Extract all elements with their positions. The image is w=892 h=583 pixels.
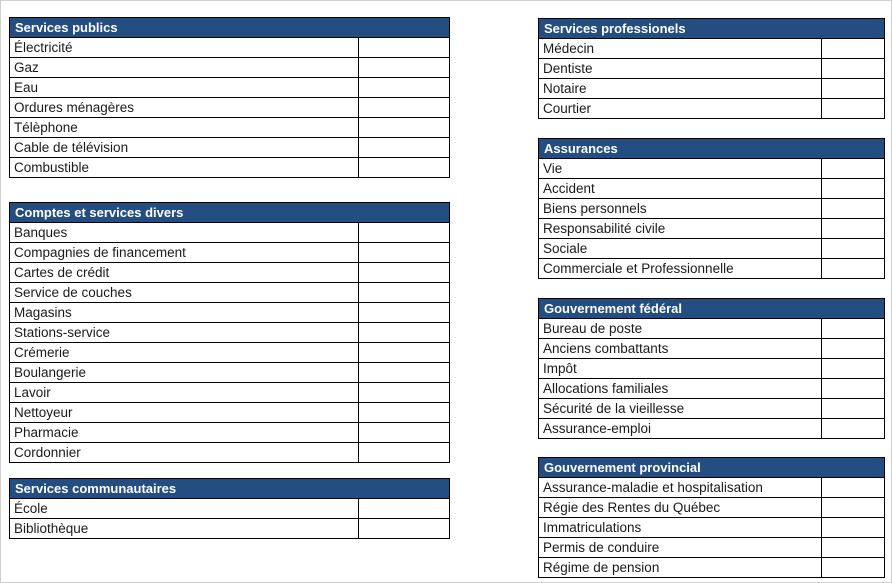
row-label: Télèphone xyxy=(10,118,359,138)
row-value-cell[interactable] xyxy=(359,519,450,539)
row-label: Eau xyxy=(10,78,359,98)
table-row xyxy=(10,158,450,178)
table-header-row xyxy=(10,479,450,499)
row-label: Immatriculations xyxy=(539,518,822,538)
table-row xyxy=(10,58,450,78)
table-gouvernement-provincial xyxy=(538,457,885,578)
row-value-cell[interactable] xyxy=(359,118,450,138)
row-label: Combustible xyxy=(10,158,359,178)
table-row xyxy=(10,423,450,443)
row-label: Assurance-maladie et hospitalisation xyxy=(539,478,822,498)
row-label: Allocations familiales xyxy=(539,379,822,399)
row-value-cell[interactable] xyxy=(822,538,885,558)
row-label: Sécurité de la vieillesse xyxy=(539,399,822,419)
row-value-cell[interactable] xyxy=(359,138,450,158)
row-label: Ordures ménagères xyxy=(10,98,359,118)
table-row xyxy=(539,478,885,498)
table-title: Services professionels xyxy=(539,19,885,39)
row-value-cell[interactable] xyxy=(822,518,885,538)
table-title: Services communautaires xyxy=(10,479,450,499)
row-label: Bibliothèque xyxy=(10,519,359,539)
row-value-cell[interactable] xyxy=(822,319,885,339)
row-value-cell[interactable] xyxy=(359,283,450,303)
row-label: Cable de télévision xyxy=(10,138,359,158)
table-header-row xyxy=(539,139,885,159)
row-value-cell[interactable] xyxy=(359,423,450,443)
table-title: Gouvernement provincial xyxy=(539,458,885,478)
table-row xyxy=(539,359,885,379)
row-value-cell[interactable] xyxy=(822,199,885,219)
table-services-professionels xyxy=(538,18,885,119)
table-row xyxy=(10,78,450,98)
table-row xyxy=(539,379,885,399)
table-row xyxy=(10,383,450,403)
row-value-cell[interactable] xyxy=(359,158,450,178)
row-value-cell[interactable] xyxy=(822,159,885,179)
table-row xyxy=(10,118,450,138)
row-label: Courtier xyxy=(539,99,822,119)
row-label: Commerciale et Professionnelle xyxy=(539,259,822,279)
row-value-cell[interactable] xyxy=(822,39,885,59)
row-label: Vie xyxy=(539,159,822,179)
row-label: Assurance-emploi xyxy=(539,419,822,439)
row-value-cell[interactable] xyxy=(359,303,450,323)
table-assurances xyxy=(538,138,885,279)
row-value-cell[interactable] xyxy=(359,263,450,283)
row-value-cell[interactable] xyxy=(822,399,885,419)
table-row xyxy=(10,443,450,463)
table-row xyxy=(539,498,885,518)
row-value-cell[interactable] xyxy=(822,558,885,578)
row-value-cell[interactable] xyxy=(822,419,885,439)
row-label: Électricité xyxy=(10,38,359,58)
row-label: Service de couches xyxy=(10,283,359,303)
row-value-cell[interactable] xyxy=(359,323,450,343)
table-row xyxy=(539,339,885,359)
row-label: Pharmacie xyxy=(10,423,359,443)
row-value-cell[interactable] xyxy=(822,219,885,239)
row-label: Crémerie xyxy=(10,343,359,363)
table-row xyxy=(539,179,885,199)
table-row xyxy=(539,199,885,219)
row-value-cell[interactable] xyxy=(359,403,450,423)
row-label: Bureau de poste xyxy=(539,319,822,339)
table-row xyxy=(539,239,885,259)
table-row xyxy=(10,403,450,423)
row-value-cell[interactable] xyxy=(822,379,885,399)
row-label: Nettoyeur xyxy=(10,403,359,423)
table-title: Comptes et services divers xyxy=(10,203,450,223)
row-label: Dentiste xyxy=(539,59,822,79)
row-label: Permis de conduire xyxy=(539,538,822,558)
row-label: Régie des Rentes du Québec xyxy=(539,498,822,518)
row-label: Boulangerie xyxy=(10,363,359,383)
row-label: Gaz xyxy=(10,58,359,78)
row-value-cell[interactable] xyxy=(822,59,885,79)
table-row xyxy=(10,223,450,243)
table-row xyxy=(10,263,450,283)
table-row xyxy=(10,283,450,303)
row-label: Médecin xyxy=(539,39,822,59)
row-label: Lavoir xyxy=(10,383,359,403)
table-services-publics xyxy=(9,17,450,178)
table-header-row xyxy=(539,299,885,319)
table-header-row xyxy=(10,203,450,223)
row-value-cell[interactable] xyxy=(822,79,885,99)
row-label: Magasins xyxy=(10,303,359,323)
table-row xyxy=(10,323,450,343)
row-value-cell[interactable] xyxy=(822,239,885,259)
row-label: Accident xyxy=(539,179,822,199)
row-label: Régime de pension xyxy=(539,558,822,578)
row-value-cell[interactable] xyxy=(822,259,885,279)
table-row xyxy=(539,319,885,339)
table-row xyxy=(539,399,885,419)
row-value-cell[interactable] xyxy=(359,78,450,98)
row-label: Impôt xyxy=(539,359,822,379)
table-title: Services publics xyxy=(10,18,450,38)
table-row xyxy=(539,39,885,59)
row-value-cell[interactable] xyxy=(822,478,885,498)
table-row xyxy=(539,259,885,279)
row-value-cell[interactable] xyxy=(359,443,450,463)
table-header-row xyxy=(10,18,450,38)
row-label: Stations-service xyxy=(10,323,359,343)
table-row xyxy=(10,519,450,539)
table-row xyxy=(10,343,450,363)
table-services-communautaires xyxy=(9,478,450,539)
row-value-cell[interactable] xyxy=(822,359,885,379)
table-title: Gouvernement fédéral xyxy=(539,299,885,319)
row-label: Anciens combattants xyxy=(539,339,822,359)
table-row xyxy=(539,419,885,439)
row-value-cell[interactable] xyxy=(822,339,885,359)
row-value-cell[interactable] xyxy=(359,38,450,58)
table-gouvernement-federal xyxy=(538,298,885,439)
row-value-cell[interactable] xyxy=(359,223,450,243)
row-label: Sociale xyxy=(539,239,822,259)
table-row xyxy=(10,38,450,58)
table-row xyxy=(10,98,450,118)
table-row xyxy=(10,138,450,158)
table-header-row xyxy=(539,458,885,478)
row-label: Biens personnels xyxy=(539,199,822,219)
row-value-cell[interactable] xyxy=(822,99,885,119)
table-row xyxy=(10,243,450,263)
row-value-cell[interactable] xyxy=(359,499,450,519)
table-row xyxy=(539,558,885,578)
row-label: Banques xyxy=(10,223,359,243)
table-title: Assurances xyxy=(539,139,885,159)
table-comptes-et-services-divers xyxy=(9,202,450,463)
row-value-cell[interactable] xyxy=(359,363,450,383)
table-row xyxy=(10,303,450,323)
table-row xyxy=(539,59,885,79)
table-row xyxy=(10,499,450,519)
table-row xyxy=(539,99,885,119)
table-row xyxy=(539,219,885,239)
row-value-cell[interactable] xyxy=(359,243,450,263)
row-label: Responsabilité civile xyxy=(539,219,822,239)
row-value-cell[interactable] xyxy=(359,343,450,363)
row-value-cell[interactable] xyxy=(359,383,450,403)
table-row xyxy=(10,363,450,383)
row-label: Notaire xyxy=(539,79,822,99)
row-value-cell[interactable] xyxy=(822,179,885,199)
row-label: Cordonnier xyxy=(10,443,359,463)
row-value-cell[interactable] xyxy=(359,58,450,78)
row-value-cell[interactable] xyxy=(359,98,450,118)
row-label: Compagnies de financement xyxy=(10,243,359,263)
table-row xyxy=(539,79,885,99)
table-row xyxy=(539,538,885,558)
row-label: École xyxy=(10,499,359,519)
row-value-cell[interactable] xyxy=(822,498,885,518)
table-row xyxy=(539,518,885,538)
row-label: Cartes de crédit xyxy=(10,263,359,283)
table-header-row xyxy=(539,19,885,39)
table-row xyxy=(539,159,885,179)
